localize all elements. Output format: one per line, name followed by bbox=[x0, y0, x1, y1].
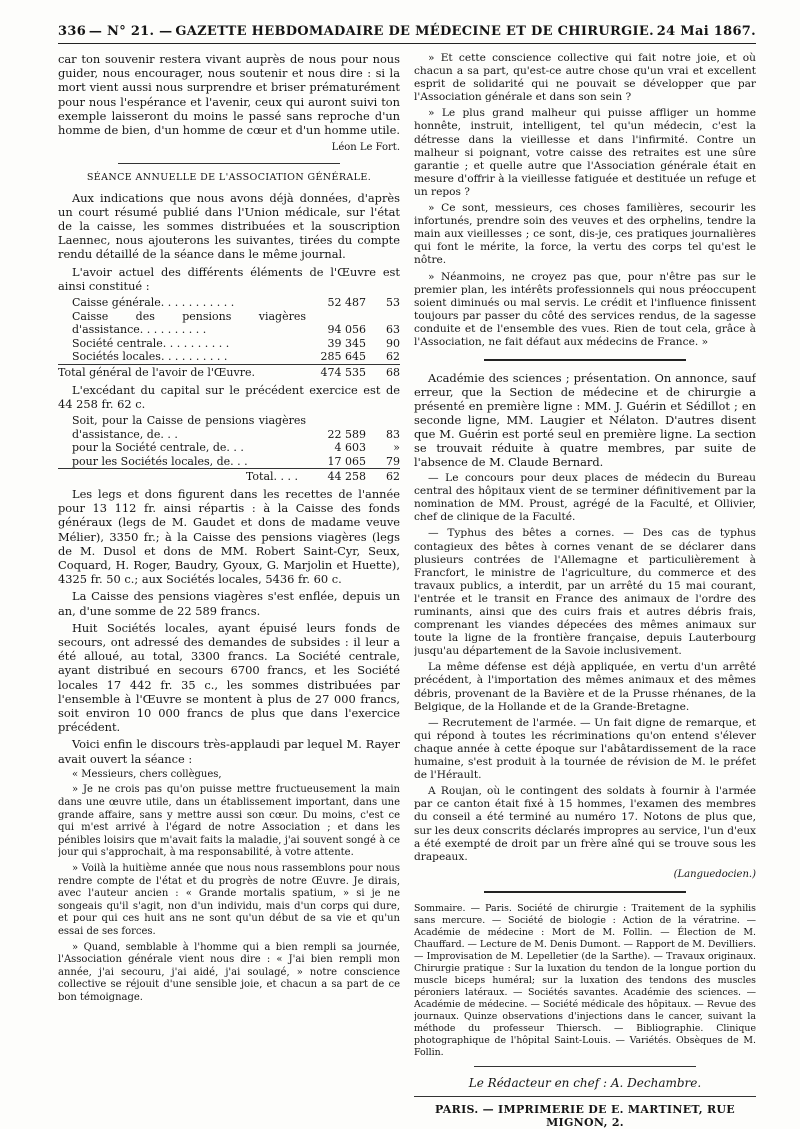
row-label: Société centrale. . . . . . . . . . bbox=[72, 336, 230, 350]
section-title: SÉANCE ANNUELLE DE L'ASSOCIATION GÉNÉRALE. bbox=[86, 172, 372, 184]
row-cents: 62 bbox=[386, 350, 400, 364]
paragraph: Aux indications que nous avons déjà données, d'après un court résumé publié dans l'Union médicale, sur l'état de la caisse, les sommes distribuées et la souscription Laennec, nous ajouterons les suivantes, tirées du compte rendu détaillé de la séance dans le même journal. bbox=[58, 190, 400, 262]
row-cents: 53 bbox=[386, 296, 400, 310]
divider bbox=[118, 163, 340, 164]
row-label: Caisse des pensions viagères d'assistance. . . . . . . . . . bbox=[72, 309, 306, 337]
total-amount: 44 258 bbox=[306, 469, 366, 484]
table-row bbox=[58, 296, 400, 310]
row-cents: 63 bbox=[386, 323, 400, 337]
news-item: — Le concours pour deux places de médecin du Bureau central des hôpitaux vient de se terminer définitivement par la nomination de MM. Proust, agrégé de la Faculté, et Ollivier, chef de clinique de la Faculté. bbox=[414, 472, 756, 524]
row-amount: 39 345 bbox=[327, 336, 366, 350]
issue-number: — N° 21. — bbox=[88, 24, 173, 39]
divider bbox=[414, 1096, 756, 1097]
row-amount: 52 487 bbox=[327, 296, 366, 310]
row-cents: 83 bbox=[386, 427, 400, 441]
paragraph: Les legs et dons figurent dans les recettes de l'année pour 13 112 fr. ainsi répartis : à la Caisse des fonds généraux (legs de M. Gaudet et dons de madame veuve Mélier), 3350 fr.; à la Caisse des pensions viagères (legs de M. Dusol et dons de MM. Robert Saint-Cyr, Seux, Coquard, H. Roger, Baudry, Gyoux, G. Marjolin et Huette), 4325 fr. 50 c.; aux Sociétés locales, 5436 fr. 60 c. bbox=[58, 486, 400, 587]
issue-summary: Sommaire. — Paris. Société de chirurgie : Traitement de la syphilis sans mercure. — Société de biologie : Action de la vératrine. — Académie de médecine : Mort de M. Follin. — Élection de M. Chauffard. — Lecture de M. Denis Dumont. — Rapport de M. Devilliers. — Improvisation de M. Lepelletier (de la Sarthe). — Travaux originaux. Chirurgie pratique : Sur la luxation du tendon de la longue portion du muscle biceps huméral; sur la luxation des tendons des muscles péroniers latéraux. — Sociétés savantes. Académie des sciences. — Académie de médecine. — Société médicale des hôpitaux. — Revue des journaux. Quinze observations d'injections dans le cancer, suivant la méthode du professeur Thiersch. — Bibliographie. Clinique photographique de l'hôpital Saint-Louis. — Variétés. Obsèques de M. Follin. bbox=[414, 902, 756, 1058]
total-amount: 474 535 bbox=[306, 365, 366, 380]
quote-paragraph: » Ce sont, messieurs, ces choses familières, secourir les infortunés, prendre soin des veuves et des orphelins, tendre la main aux vieillesses ; ce sont, dis-je, ces pratiques journalières qui font le mérite, la force, la vertu des corps tel qu'est le nôtre. bbox=[414, 202, 756, 267]
paragraph: Huit Sociétés locales, ayant épuisé leurs fonds de secours, ont adressé des demandes de subsides : il leur a été alloué, au total, 3300 francs. La Société centrale, ayant distribué en secours 6700 francs, et les Société locales 17 442 fr. 35 c., les sommes distribuées par l'ensemble à l'Œuvre se montent à plus de 27 000 francs, soit environ 10 000 francs de plus que dans l'exercice précédent. bbox=[58, 620, 400, 735]
page-header bbox=[58, 24, 756, 44]
editor-credit: Le Rédacteur en chef : A. Dechambre. bbox=[468, 1075, 702, 1090]
paragraph: Voici enfin le discours très-applaudi par lequel M. Rayer avait ouvert la séance : bbox=[58, 737, 400, 766]
right-column bbox=[414, 52, 756, 1129]
avoir-table bbox=[58, 296, 400, 380]
quote-paragraph: » Néanmoins, ne croyez pas que, pour n'être pas sur le premier plan, les intérêts professionnels qui nous préoccupent soient diminués ou mal servis. Le crédit et l'influence finissent toujours par passer du côté des services rendus, de la sagesse conduite et de l'ensemble des vues. Rien de tout cela, grâce à l'Association, ne fait défaut aux médecins de France. » bbox=[414, 270, 756, 348]
table-row bbox=[58, 310, 400, 337]
quote-paragraph: » Le plus grand malheur qui puisse affliger un homme honnête, instruit, intelligent, tel qu'un médecin, c'est la détresse dans la vieillesse et dans l'infirmité. Contre un malheur si poignant, votre caisse des retraites est une sûre garantie ; et quelle autre que l'Association générale était en mesure d'offrir à la vieillesse fatiguée et destituée un refuge et un repos ? bbox=[414, 107, 756, 198]
issue-date: 24 Mai 1867. bbox=[656, 24, 756, 39]
obituary-ending: car ton souvenir restera vivant auprès de nous pour nous guider, nous encourager, nous soutenir et nous dire : si la mort vient aussi nous surprendre et briser prématurément pour nous l'espérance et l'avenir, ceux qui auront suivi ton exemple laisseront du moins le passé sans reproche d'un homme de bien, d'un homme de cœur et d'un homme utile. bbox=[58, 52, 400, 138]
table-row bbox=[58, 414, 400, 441]
quote-paragraph: » Je ne crois pas qu'on puisse mettre fructueusement la main dans une œuvre utile, dans un établissement important, dans une grande affaire, sans y mettre aussi son cœur. Du moins, c'est ce qui m'est arrivé à l'égard de notre Association ; et dans les pénibles loisirs que m'avait faits la maladie, j'ai souvent songé à ce jour qui s'approchait, à ma responsabilité, à votre attente. bbox=[58, 784, 400, 859]
row-label: pour les Sociétés locales, de. . . bbox=[72, 454, 248, 468]
printer-imprint: PARIS. — IMPRIMERIE DE E. MARTINET, RUE MIGNON, 2. bbox=[435, 1102, 735, 1129]
total-label: Total général de l'avoir de l'Œuvre. bbox=[58, 365, 306, 380]
table-row bbox=[58, 350, 400, 364]
row-cents: 79 bbox=[386, 454, 400, 468]
table-row bbox=[58, 455, 400, 469]
total-cents: 62 bbox=[366, 469, 400, 484]
row-amount: 4 603 bbox=[334, 441, 366, 455]
table-total-row bbox=[58, 365, 400, 380]
total-cents: 68 bbox=[366, 365, 400, 380]
paragraph: La Caisse des pensions viagères s'est enflée, depuis un an, d'une somme de 22 589 francs. bbox=[58, 589, 400, 618]
total-label: Total. . . . bbox=[58, 469, 306, 484]
table-total-row bbox=[58, 469, 400, 484]
news-item: La même défense est déjà appliquée, en vertu d'un arrêté précédent, à l'importation des mêmes animaux et des mêmes débris, provenant de la Bavière et de la Prusse rhénanes, de la Belgique, de la Hollande et de la Grande-Bretagne. bbox=[414, 661, 756, 713]
quote-paragraph: » Et cette conscience collective qui fait notre joie, et où chacun a sa part, qu'est-ce autre chose qu'un vrai et excellent esprit de solidarité qui ne pouvait se développer que par l'Association générale et dans son sein ? bbox=[414, 52, 756, 104]
row-amount: 17 065 bbox=[327, 454, 366, 468]
table-row bbox=[58, 441, 400, 455]
news-item: — Recrutement de l'armée. — Un fait digne de remarque, et qui répond à toutes les récriminations qu'on entend s'élever chaque année à cette époque sur l'abâtardissement de la race humaine, s'est produit à la tournée de révision de M. le préfet de l'Hérault. bbox=[414, 716, 756, 782]
speech-quote bbox=[58, 769, 400, 1005]
row-label: Soit, pour la Caisse de pensions viagères d'assistance, de. . . bbox=[72, 414, 306, 441]
row-label: Caisse générale. . . . . . . . . . . bbox=[72, 296, 235, 310]
excedant-table bbox=[58, 414, 400, 484]
row-amount: 94 056 bbox=[327, 323, 366, 337]
left-column bbox=[58, 52, 400, 1129]
divider bbox=[484, 359, 686, 361]
quote-paragraph: » Voilà la huitième année que nous nous rassemblons pour nous rendre compte de l'état et du progrès de notre Œuvre. Je dirais, avec l'auteur ancien : « Grande mortalis spatium, » si je ne songeais qu'il s'agit, non d'un individu, mais d'un corps qui dure, et pour qui ces huit ans ne sont qu'un début de sa vie et qu'un essai de ses forces. bbox=[58, 863, 400, 937]
divider bbox=[484, 891, 686, 893]
page-number: 336 bbox=[58, 24, 87, 39]
divider bbox=[474, 1066, 696, 1067]
quote-paragraph: » Quand, semblable à l'homme qui a bien rempli sa journée, l'Association générale vient nous dire : « J'ai bien rempli mon année, j'ai secouru, j'ai aidé, j'ai soulagé, » notre conscience collective se réjouit d'une sensible joie, et chacun a sa part de ce bon témoignage. bbox=[58, 941, 400, 1003]
author-signature: Léon Le Fort. bbox=[331, 142, 400, 154]
paragraph: L'excédant du capital sur le précédent exercice est de 44 258 fr. 62 c. bbox=[58, 382, 400, 411]
row-cents: 90 bbox=[386, 336, 400, 350]
paragraph: L'avoir actuel des différents éléments de l'Œuvre est ainsi constitué : bbox=[58, 264, 400, 293]
row-cents: » bbox=[393, 441, 400, 455]
news-item: — Typhus des bêtes a cornes. — Des cas de typhus contagieux des bêtes à cornes venant de se déclarer dans plusieurs contrées de l'Allemagne et particulièrement à Francfort, le ministre de l'agriculture, du commerce et des travaux publics, a interdit, par un arrêté du 15 mai courant, l'entrée et le transit en France des animaux de l'ordre des ruminants, ainsi que des cuirs frais et autres débris frais, comprenant les viandes dépecées des mêmes animaux sur toute la ligne de la frontière française, depuis Lauterbourg jusqu'au département de la Savoie inclusivement. bbox=[414, 527, 756, 658]
news-source: (Languedocien.) bbox=[673, 868, 756, 880]
quote-paragraph: « Messieurs, chers collègues, bbox=[72, 768, 222, 780]
journal-title: GAZETTE HEBDOMADAIRE DE MÉDECINE ET DE CHIRURGIE. bbox=[175, 24, 654, 39]
table-row bbox=[58, 337, 400, 351]
columns bbox=[58, 52, 756, 1129]
row-label: Sociétés locales. . . . . . . . . . bbox=[72, 350, 228, 364]
news-item: A Roujan, où le contingent des soldats à fournir à l'armée par ce canton était fixé à 15 hommes, l'examen des membres du conseil a été terminé au numéro 17. Notons de plus que, sur les deux conscrits déclarés impropres au service, l'un d'eux a été exempté de droit par un frère aîné qui se trouve sous les drapeaux. bbox=[414, 785, 756, 863]
row-amount: 285 645 bbox=[320, 350, 366, 364]
academy-news: Académie des sciences ; présentation. On annonce, sauf erreur, que la Section de médecine et de chirurgie a présenté en première ligne : MM. J. Guérin et Sédillot ; en seconde ligne, MM. Laugier et Nélaton. D'autres disent que M. Guérin est porté seul en première ligne. La section se trouvait réduite à quatre membres, par suite de l'absence de M. Claude Bernard. bbox=[414, 371, 756, 470]
row-label: pour la Société centrale, de. . . bbox=[72, 441, 244, 455]
row-amount: 22 589 bbox=[327, 427, 366, 441]
